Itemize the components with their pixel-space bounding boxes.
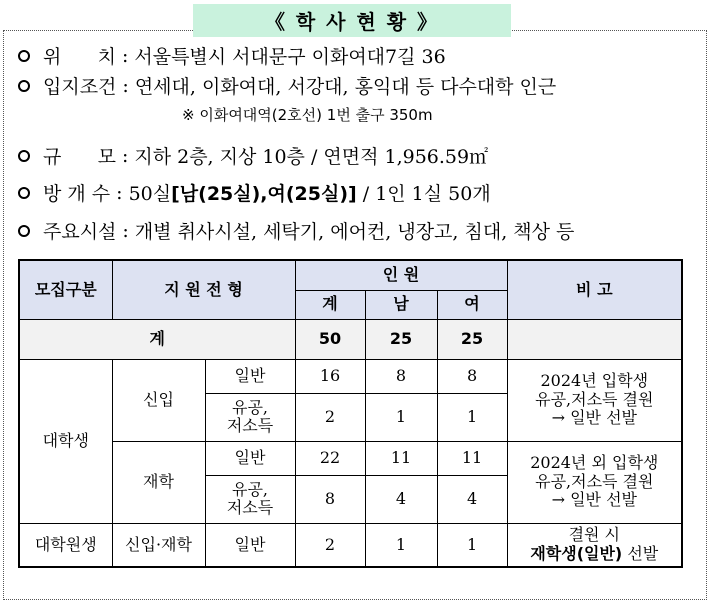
info-value: 지하 2층, 지상 10층 / 연면적 1,956.59㎡ <box>134 146 489 168</box>
total-female: 25 <box>437 319 507 359</box>
info-rooms: 방 개 수 : 50실 [남(25실),여(25실)] / 1인 1실 50개 <box>18 179 491 206</box>
table-row <box>19 441 682 475</box>
remark-grad <box>507 523 682 567</box>
info-location: 위 치 : 서울특별시 서대문구 이화여대7길 36 <box>18 42 446 69</box>
remark-line: 유공,저소득 결원 <box>535 389 654 409</box>
remark-line: 2024년 입학생 <box>540 371 649 391</box>
info-label: 주요시설 <box>43 221 117 243</box>
table-row <box>19 523 682 567</box>
info-facilities: 주요시설 : 개별 취사시설, 세탁기, 에어컨, 냉장고, 침대, 책상 등 <box>18 217 574 244</box>
row-kind: 일반 <box>205 359 295 393</box>
bullet-circle-icon <box>18 150 30 162</box>
info-conditions: 입지조건 : 연세대, 이화여대, 서강대, 홍익대 등 다수대학 인근 <box>18 72 556 99</box>
remark-line <box>508 545 682 563</box>
row-female: 1 <box>437 393 507 441</box>
row-male: 4 <box>365 475 437 523</box>
row-male: 1 <box>365 523 437 567</box>
row-female: 4 <box>437 475 507 523</box>
row-total: 8 <box>295 475 365 523</box>
remark-suffix: 선발 <box>622 543 659 563</box>
row-female: 11 <box>437 441 507 475</box>
info-value-bold: [남(25실),여(25실)] <box>171 183 357 205</box>
recruitment-table <box>18 259 683 568</box>
remark-line: → 일반 선발 <box>551 490 637 510</box>
remark-returning <box>507 441 682 523</box>
header-category: 모집구분 <box>19 260 112 319</box>
row-male: 1 <box>365 393 437 441</box>
row-total: 22 <box>295 441 365 475</box>
remark-line: 2024년 외 입학생 <box>530 453 659 473</box>
row-total: 2 <box>295 523 365 567</box>
row-female: 1 <box>437 523 507 567</box>
bullet-circle-icon <box>18 187 30 199</box>
row-kind: 일반 <box>205 523 295 567</box>
remark-line: 유공,저소득 결원 <box>535 471 654 491</box>
total-label: 계 <box>19 319 295 359</box>
info-label: 규 모 <box>43 146 116 168</box>
header-people: 인 원 <box>295 260 507 290</box>
info-scale: 규 모 : 지하 2층, 지상 10층 / 연면적 1,956.59㎡ <box>18 142 488 169</box>
row-kind: 유공, 저소득 <box>205 475 295 523</box>
header-remark: 비 고 <box>507 260 682 319</box>
group-grad: 대학원생 <box>19 523 112 567</box>
row-male: 8 <box>365 359 437 393</box>
info-value: 서울특별시 서대문구 이화여대7길 36 <box>134 46 446 68</box>
info-value-suffix: / 1인 1실 50개 <box>356 183 491 205</box>
group-returning: 재학 <box>112 441 205 523</box>
header-female: 여 <box>437 290 507 319</box>
group-new: 신입 <box>112 359 205 441</box>
row-kind: 일반 <box>205 441 295 475</box>
bullet-circle-icon <box>18 225 30 237</box>
bullet-circle-icon <box>18 50 30 62</box>
total-male: 25 <box>365 319 437 359</box>
info-value-prefix: 50실 <box>128 183 172 205</box>
row-total: 2 <box>295 393 365 441</box>
row-total: 16 <box>295 359 365 393</box>
remark-new <box>507 359 682 441</box>
table-row <box>19 359 682 393</box>
header-type: 지 원 전 형 <box>112 260 295 319</box>
remark-line: 결원 시 <box>568 525 621 545</box>
remark-line: → 일반 선발 <box>551 408 637 428</box>
info-label: 방 개 수 <box>43 183 111 205</box>
page-title: 《 학 사 현 황 》 <box>193 4 511 37</box>
remark-bold: 재학생(일반) <box>530 543 623 563</box>
header-total: 계 <box>295 290 365 319</box>
group-undergrad: 대학생 <box>19 359 112 523</box>
group-grad-type: 신입·재학 <box>112 523 205 567</box>
info-label: 입지조건 <box>43 76 117 98</box>
header-male: 남 <box>365 290 437 319</box>
total-remark <box>507 319 682 359</box>
info-value: 개별 취사시설, 세탁기, 에어컨, 냉장고, 침대, 책상 등 <box>134 221 575 243</box>
bullet-circle-icon <box>18 80 30 92</box>
table-row-total <box>19 319 682 359</box>
row-female: 8 <box>437 359 507 393</box>
info-value: 연세대, 이화여대, 서강대, 홍익대 등 다수대학 인근 <box>134 76 557 98</box>
total-count: 50 <box>295 319 365 359</box>
info-label: 위 치 <box>43 46 116 68</box>
row-male: 11 <box>365 441 437 475</box>
row-kind: 유공, 저소득 <box>205 393 295 441</box>
station-note: ※ 이화여대역(2호선) 1번 출구 350m <box>182 106 433 124</box>
